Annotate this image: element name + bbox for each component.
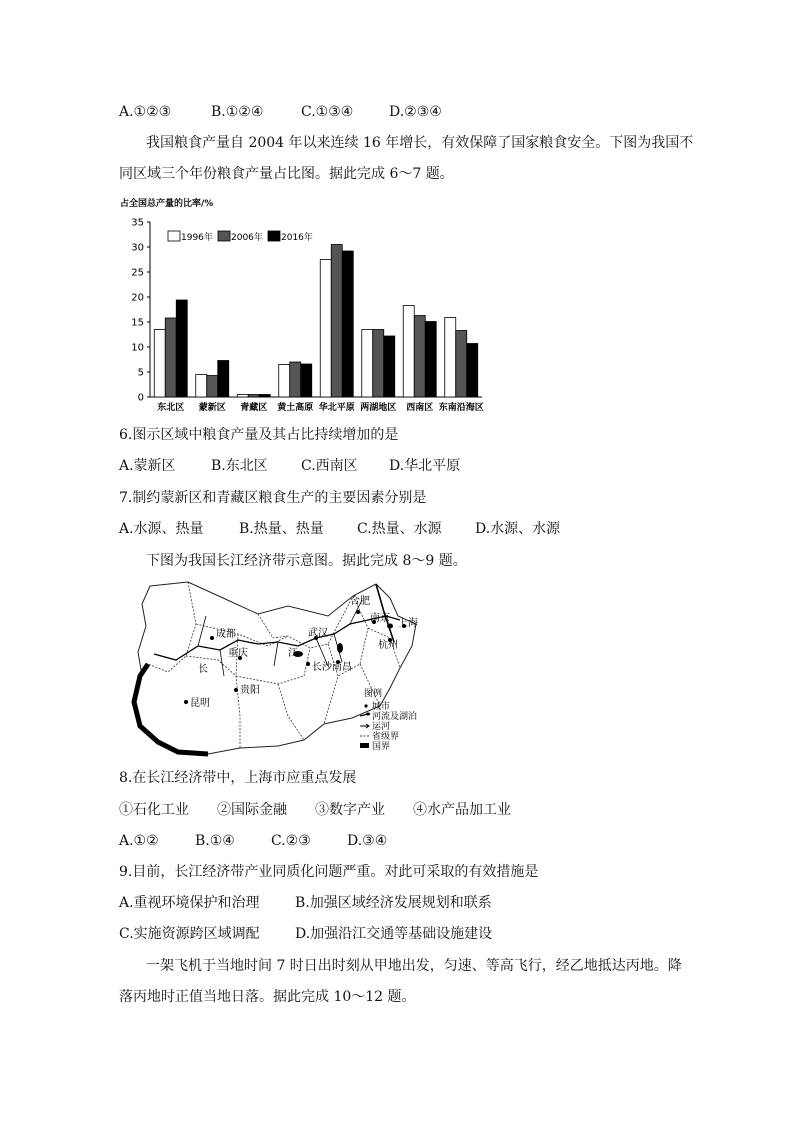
q9-option-c: C.实施资源跨区域调配 <box>119 926 260 942</box>
q5-option-c: C.①③④ <box>301 104 354 120</box>
yangtze-economic-belt-map <box>128 576 424 758</box>
bar <box>290 362 301 397</box>
bar <box>165 318 176 397</box>
bar <box>279 365 290 398</box>
bar <box>403 306 414 398</box>
legend-river: 河流及湖泊 <box>372 712 418 722</box>
q8-item-3: ③数字产业 <box>315 802 385 818</box>
city-dot-chengdu <box>210 636 214 640</box>
legend-label: 2006年 <box>231 233 263 243</box>
legend-swatch <box>218 231 230 241</box>
bar <box>248 395 259 398</box>
y-tick-label: 30 <box>131 242 144 254</box>
y-tick-label: 0 <box>137 392 144 404</box>
legend-swatch <box>268 231 280 241</box>
y-tick-label: 25 <box>131 267 144 279</box>
q8-option-d: D.③④ <box>347 833 388 849</box>
bar <box>425 322 436 398</box>
x-tick-label: 东南沿海区 <box>438 403 484 413</box>
city-chongqing: 重庆 <box>228 648 248 659</box>
q9-stem: 9.目前，长江经济带产业同质化问题严重。对此可采取的有效措施是 <box>119 864 539 880</box>
national-border <box>134 664 208 754</box>
q7-option-d: D.水源、水源 <box>475 521 561 537</box>
city-wuhan: 武汉 <box>308 628 328 639</box>
chart-x-labels <box>157 401 484 413</box>
q7-option-c: C.热量、水源 <box>357 521 442 537</box>
y-tick-label: 35 <box>131 217 144 229</box>
city-hangzhou: 杭州 <box>378 640 398 651</box>
chart-ylabel: 占全国总产量的比率/% <box>120 199 214 209</box>
intro-10-12-line2: 落丙地时正值当地日落。据此完成 10～12 题。 <box>119 989 416 1005</box>
yangtze-river <box>154 616 400 660</box>
bar <box>362 330 373 398</box>
y-tick-label: 20 <box>131 292 144 304</box>
q8-option-c: C.②③ <box>271 833 311 849</box>
map-legend <box>360 687 417 752</box>
q8-item-4: ④水产品加工业 <box>413 802 511 818</box>
y-tick-label: 5 <box>137 367 144 379</box>
q8-option-a: A.①② <box>119 833 159 849</box>
bar <box>176 300 187 397</box>
q9-option-b: B.加强区域经济发展规划和联系 <box>295 895 492 911</box>
river-label-chang: 长 <box>198 664 208 675</box>
bar <box>320 260 331 398</box>
legend-label: 1996年 <box>181 233 213 243</box>
bar <box>373 330 384 398</box>
q6-stem: 6.图示区域中粮食产量及其占比持续增加的是 <box>119 427 399 443</box>
bar <box>456 331 467 398</box>
city-dot-guiyang <box>234 688 238 692</box>
bar <box>342 251 353 397</box>
intro-6-7-line1: 我国粮食产量自 2004 年以来连续 16 年增长，有效保障了国家粮食安全。下图为我国不 <box>146 135 694 151</box>
x-tick-label: 黄土高原 <box>277 403 314 413</box>
x-tick-label: 西南区 <box>406 403 434 413</box>
x-tick-label: 两湖地区 <box>360 403 397 413</box>
q7-option-b: B.热量、热量 <box>239 521 324 537</box>
river-label-jiang: 江 <box>288 648 298 659</box>
lake-poyang <box>337 643 343 653</box>
city-kunming: 昆明 <box>190 698 210 709</box>
city-hefei: 合肥 <box>350 596 370 607</box>
city-shanghai: 上海 <box>398 618 418 629</box>
city-changsha: 长沙 <box>312 662 332 673</box>
bar <box>237 395 248 398</box>
bar <box>467 344 478 398</box>
q9-option-a: A.重视环境保护和治理 <box>119 895 260 911</box>
bar <box>196 375 207 398</box>
bar <box>301 364 312 397</box>
legend-lake-symbol <box>366 713 370 716</box>
q8-option-b: B.①④ <box>195 833 235 849</box>
x-tick-label: 东北区 <box>157 403 185 413</box>
legend-canal: 运河 <box>372 722 391 732</box>
x-tick-label: 蒙新区 <box>198 403 226 413</box>
q6-option-c: C.西南区 <box>301 458 358 474</box>
q6-option-a: A.蒙新区 <box>119 458 176 474</box>
city-dot-hefei <box>356 610 360 614</box>
bar <box>414 316 425 398</box>
q8-item-1: ①石化工业 <box>119 802 189 818</box>
q9-option-d: D.加强沿江交通等基础设施建设 <box>295 926 493 942</box>
lake-taihu <box>387 624 393 629</box>
x-tick-label: 青藏区 <box>240 403 268 413</box>
q5-option-b: B.①②④ <box>211 104 264 120</box>
q8-item-2: ②国际金融 <box>217 802 287 818</box>
y-tick-label: 10 <box>131 342 144 354</box>
bar <box>331 245 342 398</box>
legend-province: 省级界 <box>372 732 400 742</box>
legend-city-symbol <box>364 704 367 707</box>
q7-option-a: A.水源、热量 <box>119 521 204 537</box>
q8-stem: 8.在长江经济带中，上海市应重点发展 <box>119 770 357 786</box>
intro-6-7-line2: 同区域三个年份粮食产量占比图。据此完成 6～7 题。 <box>119 166 454 182</box>
x-tick-label: 华北平原 <box>318 403 355 413</box>
legend-label: 2016年 <box>281 233 313 243</box>
legend-border: 国界 <box>372 742 391 752</box>
q7-stem: 7.制约蒙新区和青藏区粮食生产的主要因素分别是 <box>119 490 427 506</box>
legend-swatch <box>168 231 180 241</box>
city-chengdu: 成都 <box>216 629 236 640</box>
q5-option-a: A.①②③ <box>119 104 172 120</box>
chart-legend <box>168 231 313 243</box>
q6-option-d: D.华北平原 <box>389 458 461 474</box>
map-legend-title: 图例 <box>364 689 383 699</box>
city-dot-kunming <box>184 700 188 704</box>
bar <box>259 395 270 398</box>
city-dot-changsha <box>306 662 310 666</box>
bar <box>218 361 229 398</box>
intro-10-12-line1: 一架飞机于当地时间 7 时日出时刻从甲地出发，匀速、等高飞行，经乙地抵达丙地。降 <box>146 958 682 974</box>
legend-city: 城市 <box>372 702 391 712</box>
grain-share-chart <box>118 194 486 416</box>
q5-option-d: D.②③④ <box>389 104 442 120</box>
chart-bars <box>154 245 478 398</box>
y-tick-label: 15 <box>131 317 144 329</box>
bar <box>154 330 165 398</box>
city-nanchang: 南昌 <box>332 662 352 673</box>
bar <box>207 376 218 398</box>
q6-option-b: B.东北区 <box>211 458 268 474</box>
city-guiyang: 贵阳 <box>240 685 260 696</box>
bar <box>445 318 456 398</box>
intro-8-9: 下图为我国长江经济带示意图。据此完成 8～9 题。 <box>146 553 467 569</box>
city-nanjing: 南京 <box>370 613 390 624</box>
legend-border-symbol <box>360 743 369 748</box>
bar <box>384 336 395 397</box>
